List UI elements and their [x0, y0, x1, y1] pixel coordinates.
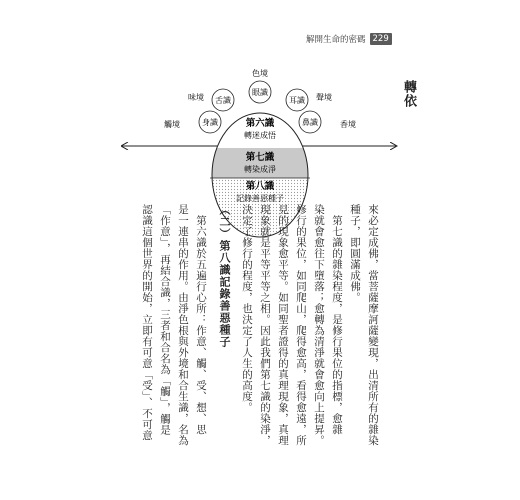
text-column-10: 是一連串的作用。由淨色根與外境和合生識，名為	[177, 204, 189, 446]
text-column-2: 種子，即圓滿成佛。	[349, 204, 361, 303]
eighth-consciousness-title: 第八識	[245, 181, 275, 192]
text-column-6: 見的現象愈平等。如同聖者證得的真理現象，真理	[277, 204, 289, 446]
text-column-3: 第七識的雜染程度，是修行果位的指標，愈雜	[331, 204, 343, 435]
sixth-consciousness-desc: 轉迷成悟	[244, 131, 276, 140]
smell-realm-label: 香境	[340, 120, 356, 129]
page-number: 229	[370, 33, 392, 45]
nose-consciousness-label: 鼻識	[302, 118, 318, 127]
section-title: 轉依	[401, 80, 416, 108]
ear-consciousness-label: 耳識	[289, 96, 305, 105]
seventh-consciousness-desc: 轉染成淨	[244, 165, 276, 174]
text-column-4: 染就會愈往下墮落；愈轉為清淨就會愈向上提昇。	[313, 204, 325, 446]
sound-realm-label: 聲境	[316, 93, 332, 102]
text-column-9: 第六識於五遍行心所：作意、觸、受、想、思	[195, 204, 207, 435]
sixth-consciousness-title: 第六識	[245, 118, 275, 129]
body-consciousness-label: 身識	[202, 118, 218, 127]
tongue-consciousness-label: 舌識	[215, 96, 231, 105]
touch-realm-label: 觸境	[164, 120, 180, 129]
eighth-consciousness-desc: 記錄善惡種子	[236, 194, 284, 203]
form-realm-label: 色境	[252, 69, 268, 78]
eye-consciousness-label: 眼識	[252, 88, 268, 97]
text-column-5: 修行的果位，如同爬山，爬得愈高，看得愈遠，所	[295, 204, 307, 446]
page-header	[306, 33, 392, 45]
text-column-1: 來必定成佛，當菩薩摩訶薩變現，出清所有的雜染	[367, 204, 379, 446]
text-column-7: 現象就是平等平等之相。因此我們第七識的染淨，	[259, 204, 271, 446]
seventh-consciousness-title: 第七識	[245, 152, 275, 163]
running-title: 解開生命的密碼	[306, 35, 366, 45]
subsection-heading: （二）第八識記錄善惡種子	[218, 204, 231, 348]
text-column-8: 決定了修行的程度，也決定了人生的高度。	[241, 204, 253, 413]
text-column-12: 認識這個世界的開始，立即有可意「受」、不可意	[141, 204, 153, 441]
text-column-11: 「作意」，再結合識，三者和合名為「觸」，觸是	[159, 204, 171, 436]
taste-realm-label: 味境	[188, 93, 204, 102]
